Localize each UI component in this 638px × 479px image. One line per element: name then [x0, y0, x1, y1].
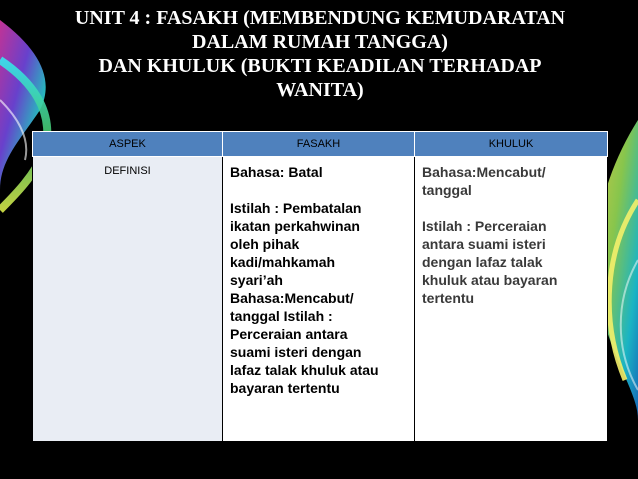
fasakh-line: Perceraian antara	[230, 326, 348, 342]
fasakh-line: syari’ah	[230, 272, 283, 288]
title-line: DALAM RUMAH TANGGA)	[192, 31, 448, 53]
khuluk-line: Istilah : Perceraian	[422, 218, 547, 234]
title-line: UNIT 4 : FASAKH (MEMBENDUNG KEMUDARATAN	[74, 7, 566, 29]
fasakh-line: lafaz talak khuluk atau	[230, 362, 379, 378]
fasakh-line: kadi/mahkamah	[230, 254, 336, 270]
slide-title	[30, 6, 610, 102]
header-aspek: ASPEK	[33, 132, 223, 157]
khuluk-line: tanggal	[422, 182, 472, 198]
header-fasakh: FASAKH	[223, 132, 415, 157]
khuluk-line: antara suami isteri	[422, 236, 546, 252]
fasakh-line: suami isteri dengan	[230, 344, 362, 360]
khuluk-line: tertentu	[422, 290, 475, 306]
table-header-row	[33, 132, 608, 157]
fasakh-bahasa: Bahasa: Batal	[230, 164, 323, 180]
title-line: DAN KHULUK (BUKTI KEADILAN TERHADAP	[98, 55, 542, 77]
fasakh-line: Bahasa:Mencabut/	[230, 290, 354, 306]
cell-khuluk-definition	[415, 157, 608, 442]
cell-aspek-definisi: DEFINISI	[33, 157, 223, 442]
table-row	[33, 157, 608, 442]
title-line: WANITA)	[276, 79, 364, 101]
cell-fasakh-definition	[223, 157, 415, 442]
khuluk-line: dengan lafaz talak	[422, 254, 543, 270]
header-khuluk: KHULUK	[415, 132, 608, 157]
fasakh-line: bayaran tertentu	[230, 380, 340, 396]
fasakh-line: ikatan perkahwinan	[230, 218, 360, 234]
fasakh-line: oleh pihak	[230, 236, 300, 252]
fasakh-line: tanggal Istilah :	[230, 308, 333, 324]
khuluk-line: Bahasa:Mencabut/	[422, 164, 546, 180]
comparison-table	[32, 131, 608, 442]
fasakh-line: Istilah : Pembatalan	[230, 200, 362, 216]
khuluk-line: khuluk atau bayaran	[422, 272, 558, 288]
